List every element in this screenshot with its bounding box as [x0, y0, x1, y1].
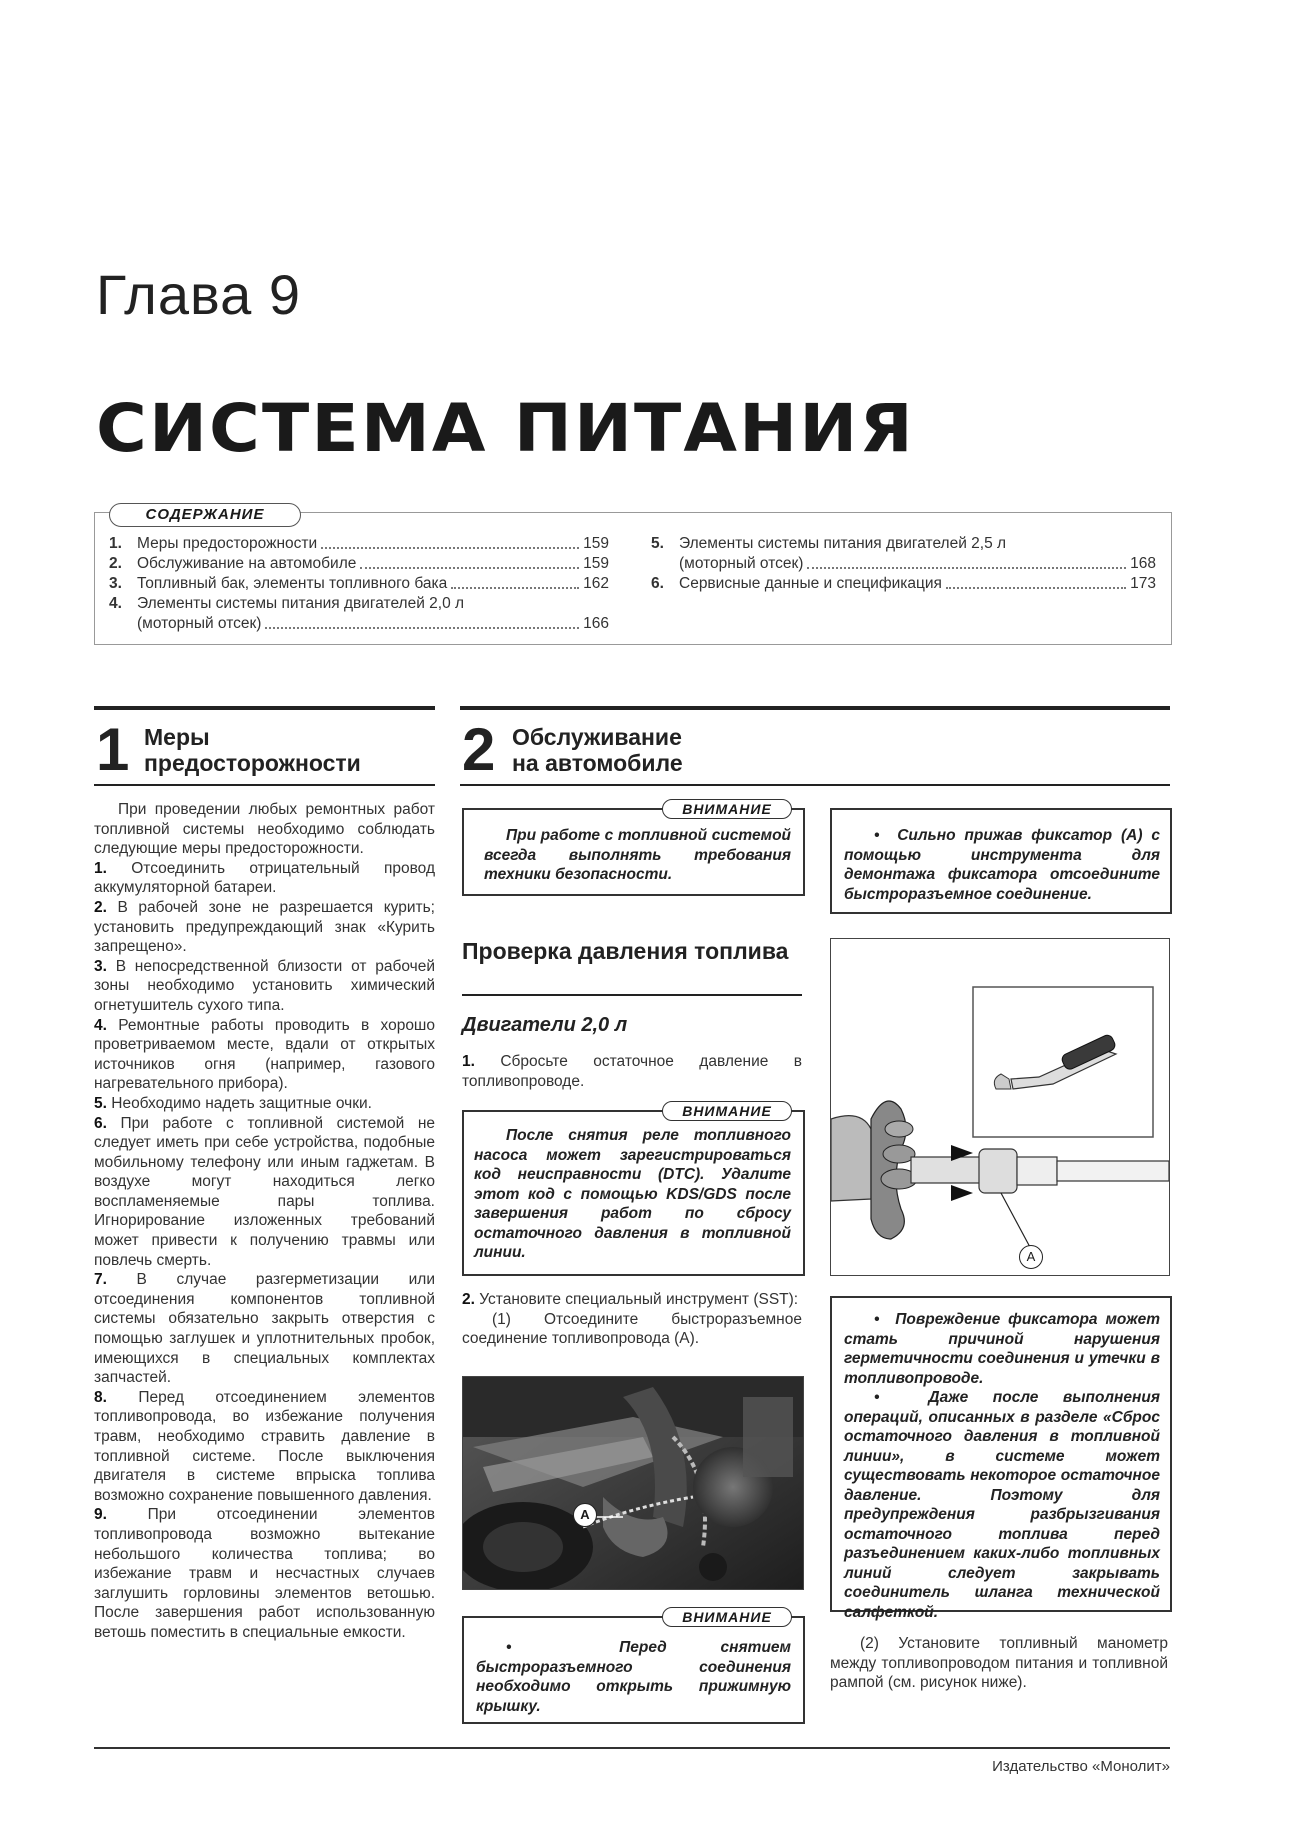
- step2-subtext: (1) Отсоедините быстроразъемное соединение топливопровода (А).: [462, 1310, 802, 1348]
- toc-entry-page: 168: [1130, 555, 1156, 572]
- list-item-text: В случае разгерметизации или отсоединения компонентов топливной системы обязательно закрыть отверстия с помощью заглушек и уплотнительных пробок, имеющихся в специальных комплектах запчастей.: [94, 1271, 435, 1387]
- note-box-1: [830, 808, 1172, 914]
- section1-list-item: [94, 1094, 435, 1114]
- section1-rule: [94, 706, 435, 710]
- warning-3-bullet: •: [506, 1639, 620, 1656]
- list-item-text: Необходимо надеть защитные очки.: [111, 1094, 372, 1112]
- step1-number: 1.: [462, 1053, 475, 1070]
- engine-heading: Двигатели 2,0 л: [462, 1014, 628, 1036]
- step2-number: 2.: [462, 1291, 475, 1308]
- list-item-number: 4.: [94, 1016, 107, 1034]
- section2-rule: [460, 706, 1170, 710]
- list-item-number: 9.: [94, 1506, 107, 1524]
- toc-entry-page: 173: [1130, 575, 1156, 592]
- toc-entry: [109, 594, 609, 614]
- note-2b-body: Даже после выполнения операций, описанных в разделе «Сброс остаточного давления в топливной линии», в системе может существовать некоторое остаточное давление. Поэтому для предупреждения разбрызгивания остаточного топлива перед разъединением каких-либо топливных линий следует закрывать соединитель шланга технической салфеткой.: [844, 1389, 1160, 1621]
- list-item-text: Ремонтные работы проводить в хорошо проветриваемом месте, вдали от открытых источников огня (например, газового нагревательного прибора).: [94, 1016, 435, 1093]
- warning-3-body: Перед снятием быстроразъемного соединения необходимо открыть прижимную крышку.: [476, 1639, 791, 1715]
- footer-rule: [94, 1747, 1170, 1749]
- diagram-figure: [830, 938, 1170, 1276]
- toc-entry-title: (моторный отсек): [679, 555, 804, 572]
- toc-entry-number: 5.: [651, 535, 664, 552]
- quick-connector-diagram: [831, 939, 1169, 1275]
- section1-list-item: [94, 898, 435, 957]
- list-item-text: В непосредственной близости от рабочей зоны необходимо установить химический огнетушитель сухого типа.: [94, 957, 435, 1014]
- section1-title-line2: предосторожности: [144, 750, 361, 776]
- page-title: СИСТЕМА ПИТАНИЯ: [96, 390, 915, 467]
- section1-title: [144, 724, 361, 776]
- toc-leader-dots: [451, 574, 579, 589]
- toc-leader-dots: [807, 554, 1126, 569]
- section1-body: [94, 800, 435, 1643]
- section1-number: 1: [96, 716, 130, 783]
- toc-entry: [109, 534, 609, 554]
- warning-box-2: [462, 1103, 805, 1276]
- toc-entry-title: Элементы системы питания двигателей 2,0 л: [137, 595, 465, 612]
- section1-list-item: [94, 1270, 435, 1388]
- section1-list-item: [94, 1388, 435, 1506]
- toc-entry: [651, 574, 1156, 594]
- section2-number: 2: [462, 716, 496, 783]
- toc-entry-title: Элементы системы питания двигателей 2,5 л: [679, 535, 1007, 552]
- list-item-text: При работе с топливной системой не следует иметь при себе устройства, подобные мобильному телефону или иным гаджетам. В воздухе могут находиться легко воспламеняемые пары топлива. Игнорирование изложенных требований может привести к получению травмы или повлечь смерть.: [94, 1114, 435, 1269]
- toc-entry-page: 159: [583, 535, 609, 552]
- toc-entry: [651, 554, 1156, 574]
- toc-entry-number: [109, 614, 137, 634]
- toc-entry-title: Обслуживание на автомобиле: [137, 555, 357, 572]
- note-2b: [844, 1388, 1160, 1622]
- note-2b-bullet: •: [874, 1389, 929, 1406]
- list-item-number: 7.: [94, 1271, 107, 1289]
- toc-entry: [109, 614, 609, 634]
- toc-entry-number: 6.: [651, 575, 664, 592]
- toc-entry-page: 162: [583, 575, 609, 592]
- list-item-number: 2.: [94, 898, 107, 916]
- toc-label: СОДЕРЖАНИЕ: [109, 503, 301, 527]
- section1-list: [94, 859, 435, 1643]
- warning-text-2: После снятия реле топливного насоса может зарегистрироваться код неисправности (DTC). Удалите этот код с помощью KDS/GDS после завершения работ по сбросу остаточного давления в топливной линии.: [474, 1127, 791, 1261]
- note-box-2: [830, 1296, 1172, 1621]
- subsection-heading: Проверка давления топлива: [462, 938, 789, 964]
- section2-title: [512, 724, 683, 776]
- section2-title-line2: на автомобиле: [512, 750, 683, 776]
- list-item-number: 6.: [94, 1114, 107, 1132]
- step2-body: Установите специальный инструмент (SST):: [479, 1291, 799, 1308]
- diagram-callout-a: A: [1019, 1245, 1043, 1269]
- list-item-text: Перед отсоединением элементов топливопровода, во избежание получения травм, необходимо стравить давление в топливной системе. После выключения двигателя в системе впрыска топлива возможно сохранение повышенного давления.: [94, 1388, 436, 1504]
- toc-left-column: [109, 534, 609, 634]
- note-1-text: [832, 810, 1170, 904]
- section1-list-item: [94, 1505, 435, 1642]
- section2-underline: [460, 784, 1170, 786]
- note-2-text: [832, 1298, 1170, 1622]
- warning-text-3: [464, 1618, 803, 1716]
- toc-entry: [651, 534, 1156, 554]
- step1-body: Сбросьте остаточное давление в топливопроводе.: [462, 1053, 803, 1090]
- list-item-text: Отсоединить отрицательный провод аккумуляторной батареи.: [94, 859, 436, 897]
- toc-entry-number: 4.: [109, 595, 122, 612]
- toc-leader-dots: [360, 554, 579, 569]
- engine-photo-drawing: [463, 1377, 803, 1589]
- toc-entry: [109, 554, 609, 574]
- note-1-body: Сильно прижав фиксатор (А) с помощью инструмента для демонтажа фиксатора отсоедините быстроразъемное соединение.: [844, 827, 1160, 903]
- toc-entry-title: Сервисные данные и спецификация: [679, 575, 942, 592]
- section1-underline: [94, 784, 435, 786]
- toc-leader-dots: [946, 574, 1126, 589]
- list-item-number: 5.: [94, 1094, 107, 1112]
- toc-leader-dots: [265, 614, 579, 629]
- list-item-number: 8.: [94, 1388, 107, 1406]
- list-item-text: В рабочей зоне не разрешается курить; установить предупреждающий знак «Курить запрещено».: [94, 898, 435, 956]
- subsection-underline: [462, 994, 802, 996]
- note-2a: [844, 1310, 1160, 1388]
- toc-entry-page: 166: [583, 615, 609, 632]
- toc-entry-number: 3.: [109, 575, 122, 592]
- section1-intro: При проведении любых ремонтных работ топливной системы необходимо соблюдать следующие меры предосторожности.: [94, 801, 435, 858]
- step3-text: (2) Установите топливный манометр между топливопроводом питания и топливной рампой (см. рисунок ниже).: [830, 1635, 1168, 1692]
- toc-entry-title: (моторный отсек): [137, 615, 262, 632]
- section1-list-item: [94, 1016, 435, 1094]
- publisher-footer: Издательство «Монолит»: [992, 1758, 1170, 1775]
- toc-right-column: [651, 534, 1156, 594]
- chapter-label: Глава 9: [96, 263, 301, 326]
- list-item-number: 3.: [94, 957, 107, 975]
- list-item-number: 1.: [94, 859, 107, 877]
- list-item-text: При отсоединении элементов топливопровода возможно вытекание небольшого количества топлива; во избежание травм и несчастных случаев заглушить горловины элементов ветошью. После завершения работ использованную ветошь поместить в специальные емкости.: [94, 1506, 435, 1641]
- toc-entry-title: Топливный бак, элементы топливного бака: [137, 575, 448, 592]
- warning-label-3: ВНИМАНИЕ: [662, 1607, 792, 1627]
- section1-list-item: [94, 957, 435, 1016]
- warning-label-1: ВНИМАНИЕ: [662, 799, 792, 819]
- toc-leader-dots: [321, 534, 579, 549]
- toc-entry-page: 159: [583, 555, 609, 572]
- toc-entry: [109, 574, 609, 594]
- section2-title-line1: Обслуживание: [512, 724, 682, 750]
- note-1-bullet: •: [874, 827, 898, 844]
- table-of-contents: [94, 506, 1172, 645]
- section1-list-item: [94, 1114, 435, 1271]
- step1-text: [462, 1052, 802, 1091]
- note-2a-bullet: •: [874, 1311, 896, 1328]
- section1-title-line1: Меры: [144, 724, 210, 750]
- photo-callout-a: A: [573, 1503, 597, 1527]
- toc-entry-number: [651, 554, 679, 574]
- engine-photo: [462, 1376, 804, 1590]
- warning-box-1: [462, 801, 805, 896]
- note-2a-body: Повреждение фиксатора может стать причиной нарушения герметичности соединения и утечки в топливопроводе.: [844, 1311, 1161, 1387]
- toc-entry-number: 1.: [109, 535, 122, 552]
- toc-entry-number: 2.: [109, 555, 122, 572]
- section1-list-item: [94, 859, 435, 898]
- warning-label-2: ВНИМАНИЕ: [662, 1101, 792, 1121]
- warning-text-1: При работе с топливной системой всегда выполнять требования техники безопасности.: [484, 827, 791, 883]
- step2-text: [462, 1290, 802, 1349]
- toc-entry-title: Меры предосторожности: [137, 535, 318, 552]
- warning-box-3: [462, 1609, 805, 1724]
